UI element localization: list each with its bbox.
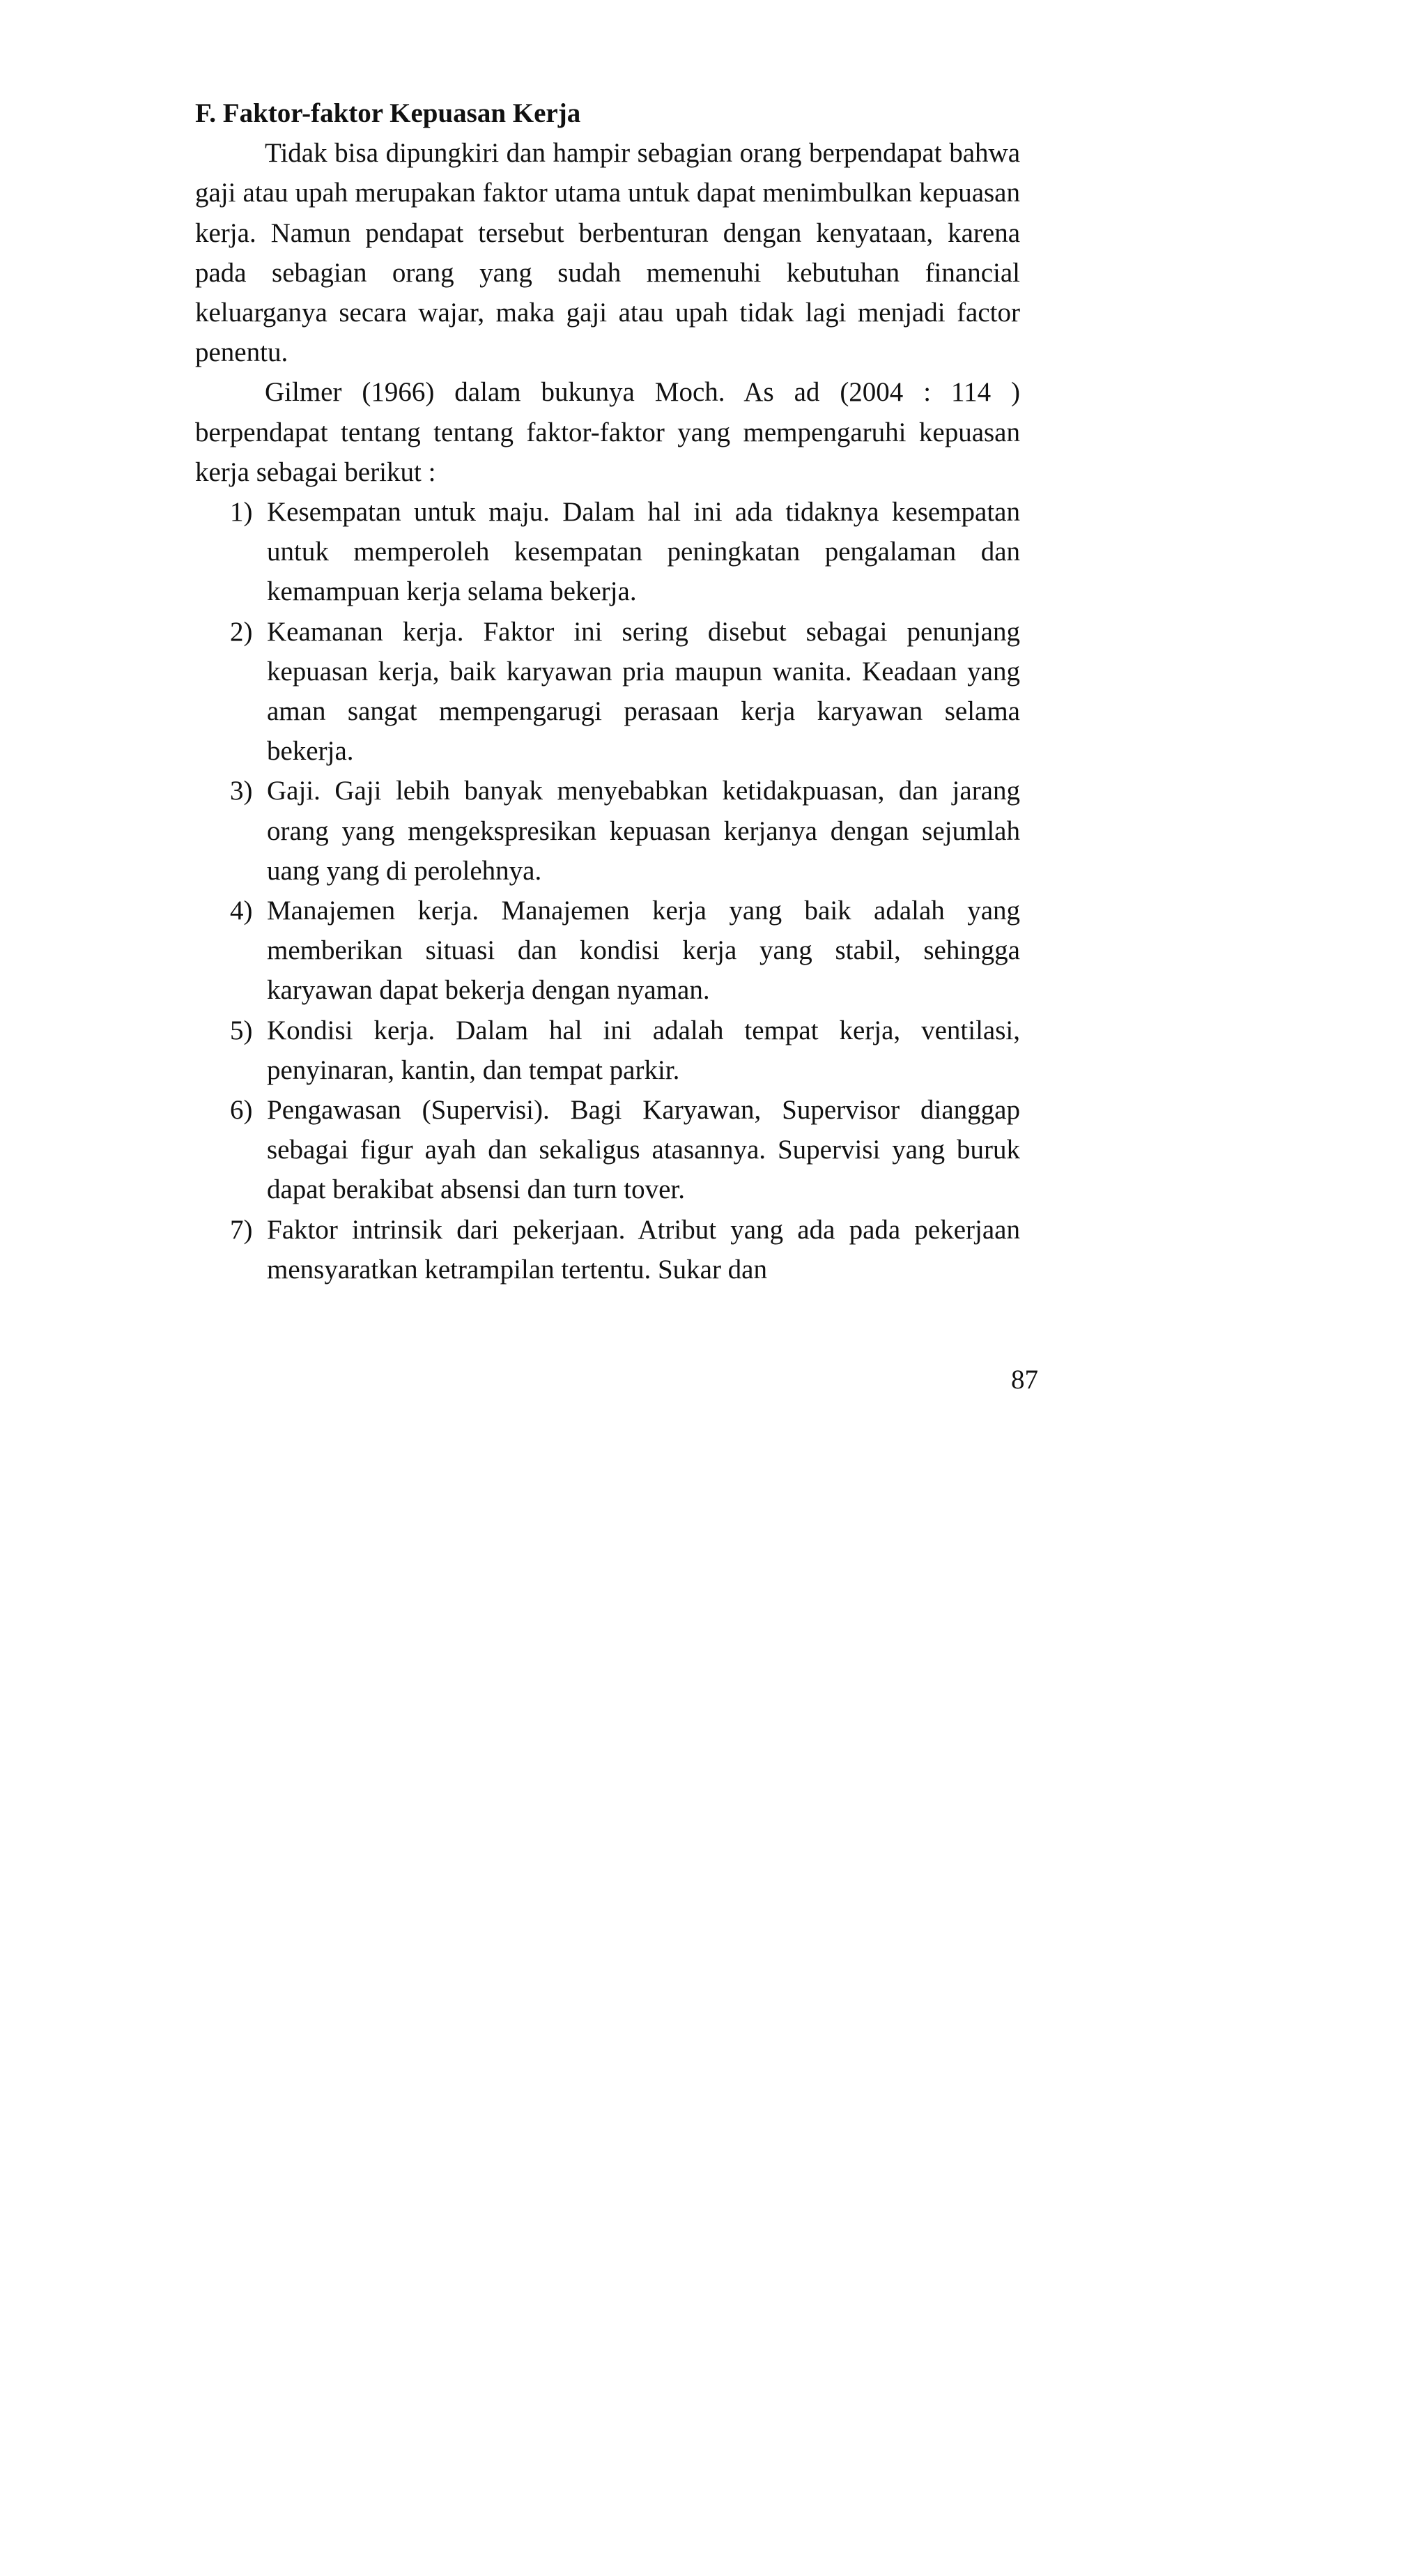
list-item-text: Keamanan kerja. Faktor ini sering disebut sebagai penunjang kepuasan kerja, baik karyawan pria maupun wanita. Keadaan yang aman sangat mempengarugi perasaan kerja karyawan selama bekerja. bbox=[267, 616, 1020, 767]
list-item-number: 3) bbox=[230, 776, 253, 806]
paragraph-intro: Tidak bisa dipungkiri dan hampir sebagian orang berpendapat bahwa gaji atau upah merupakan faktor utama untuk dapat menimbulkan kepuasan kerja. Namun pendapat tersebut berbenturan dengan kenyataan, karena pada sebagian orang yang sudah memenuhi kebutuhan financial keluarganya secara wajar, maka gaji atau upah tidak lagi menjadi factor penentu. bbox=[195, 138, 1020, 368]
list-item-text: Faktor intrinsik dari pekerjaan. Atribut yang ada pada pekerjaan mensyaratkan ketrampilan tertentu. Sukar dan bbox=[267, 1214, 1020, 1285]
list-item bbox=[195, 1011, 1020, 1090]
list-item-text: Kondisi kerja. Dalam hal ini adalah tempat kerja, ventilasi, penyinaran, kantin, dan tempat parkir. bbox=[267, 1015, 1020, 1085]
list-item bbox=[195, 492, 1020, 612]
page-content bbox=[195, 93, 1020, 1289]
list-item-number: 7) bbox=[230, 1214, 253, 1245]
list-item-number: 1) bbox=[230, 497, 253, 528]
list-item bbox=[195, 1090, 1020, 1210]
list-item-text: Gaji. Gaji lebih banyak menyebabkan ketidakpuasan, dan jarang orang yang mengekspresikan kepuasan kerjanya dengan sejumlah uang yang di perolehnya. bbox=[267, 776, 1020, 886]
list-item bbox=[195, 612, 1020, 772]
list-item-text: Kesempatan untuk maju. Dalam hal ini ada tidaknya kesempatan untuk memperoleh kesempatan peningkatan pengalaman dan kemampuan kerja selama bekerja. bbox=[267, 497, 1020, 607]
list-item-text: Pengawasan (Supervisi). Bagi Karyawan, Supervisor dianggap sebagai figur ayah dan sekaligus atasannya. Supervisi yang buruk dapat berakibat absensi dan turn tover. bbox=[267, 1095, 1020, 1205]
list-item-number: 2) bbox=[230, 616, 253, 647]
list-item-text: Manajemen kerja. Manajemen kerja yang baik adalah yang memberikan situasi dan kondisi kerja yang stabil, sehingga karyawan dapat bekerja dengan nyaman. bbox=[267, 896, 1020, 1006]
factor-list bbox=[195, 492, 1020, 1289]
list-item-number: 4) bbox=[230, 896, 253, 926]
list-item bbox=[195, 771, 1020, 891]
page-number: 87 bbox=[1011, 1365, 1038, 1395]
paragraph-gilmer: Gilmer (1966) dalam bukunya Moch. As ad (2004 : 114 ) berpendapat tentang tentang faktor-faktor yang mempengaruhi kepuasan kerja sebagai berikut : bbox=[195, 377, 1020, 487]
list-item-number: 6) bbox=[230, 1095, 253, 1126]
section-heading: F. Faktor-faktor Kepuasan Kerja bbox=[195, 98, 581, 128]
list-item bbox=[195, 1210, 1020, 1289]
list-item bbox=[195, 891, 1020, 1011]
list-item-number: 5) bbox=[230, 1015, 253, 1045]
